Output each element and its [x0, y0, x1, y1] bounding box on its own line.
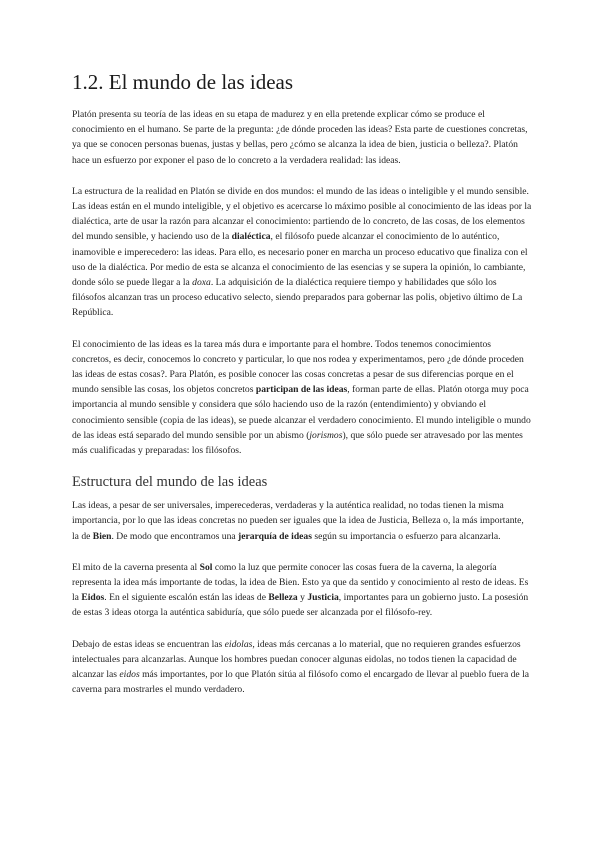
- section-title: 1.2. El mundo de las ideas: [72, 70, 294, 94]
- bold-term: Bien: [92, 530, 112, 542]
- bold-term: Belleza: [268, 592, 298, 604]
- paragraph-intro: Platón presenta su teoría de las ideas en su etapa de madurez y en ella pretende explicar cómo se produce el conocimiento en el humano. Se parte de la pregunta: ¿de dónde proceden las ideas? Esta parte de cuestiones concretas, ya que se conocen personas buenas, justas y bellas, pero ¿cómo se alcanza la idea de bien, justicia o belleza?. Platón hace un esfuerzo por exponer el paso de lo concreto a la verdadera realidad: las ideas.: [72, 109, 528, 166]
- bold-term: Justicia: [307, 592, 339, 604]
- italic-term: eidos: [119, 669, 140, 681]
- bold-term: jerarquía de ideas: [238, 530, 312, 542]
- bold-term: participan de las ideas: [255, 384, 348, 396]
- text-run: Las ideas, a pesar de ser universales, imperecederas, verdaderas y la auténtica realidad, no todas tienen la misma importancia, por lo que las ideas concretas no pueden ser iguales que la idea de Justicia, Belleza o, la más importante, la de: [72, 500, 524, 542]
- text-run: El conocimiento de las ideas es la tarea más dura e importante para el hombre. Todos tenemos conocimientos concretos, es decir, conocemos lo concreto y particular, lo que nos rodea y experimentamos, pero ¿de dónde proceden las ideas de estas cosas?. Para Platón, es posible conocer las cosas concretas a pesar de sus diferencias porque en el mundo sensible las cosas, los objetos concretos: [72, 338, 524, 396]
- text-run: , forman parte de ellas. Platón otorga muy poca importancia al mundo sensible y considera que sólo haciendo uso de la razón (entendimiento) y obviando el conocimiento sensible (copia de las ideas), se puede alcanzar el verdadero conocimiento. El mundo inteligible o mundo de las ideas está separado del mundo sensible por un abismo (: [72, 384, 531, 441]
- text-run: más importantes, por lo que Platón sitúa al filósofo como el encargado de llevar al pueblo fuera de la caverna para mostrarles el mundo verdadero.: [72, 669, 530, 696]
- document-page: [72, 70, 532, 714]
- paragraph-eidolas: [72, 637, 532, 698]
- subsection-title: Estructura del mundo de las ideas: [72, 474, 268, 491]
- bold-term: Sol: [199, 561, 213, 573]
- text-run: según su importancia o esfuerzo para alcanzarla.: [314, 530, 501, 542]
- text-run: . En el siguiente escalón están las ideas de: [104, 592, 266, 604]
- italic-term: doxa: [192, 277, 211, 289]
- text-run: como la luz que permite conocer las cosas fuera de la caverna, la alegoría representa la idea más importante de todas, la idea de Bien. Esto ya que da sentido y conocimiento al resto de ideas. Es la: [72, 561, 529, 604]
- text-run: La estructura de la realidad en Platón se divide en dos mundos: el mundo de las ideas o inteligible y el mundo sensible. Las ideas están en el mundo inteligible, y el objetivo es acercarse lo máximo posible al conocimiento de las ideas por la dialéctica, arte de usar la razón para alcanzar el conocimiento: partiendo de lo concreto, de las cosas, de los elementos del mundo sensible, y haciendo uso de la: [72, 185, 532, 243]
- paragraph-cave-myth: [72, 560, 532, 621]
- text-run: . De modo que encontramos una: [111, 530, 236, 542]
- bold-term: dialéctica: [231, 231, 271, 243]
- text-run: , ideas más cercanas a lo material, que no requieren grandes esfuerzos intelectuales para alcanzarlas. Aunque los hombres puedan conocer algunas eidolas, no todos tienen la capacidad de alcanzar las: [72, 638, 521, 681]
- text-run: El mito de la caverna presenta al: [72, 561, 198, 573]
- text-run: ), que sólo puede ser atravesado por las mentes más cualificadas y preparadas: los filósofos.: [72, 429, 523, 457]
- text-run: Debajo de estas ideas se encuentran las: [72, 638, 223, 650]
- paragraph-hierarchy: [72, 498, 532, 544]
- text-run: , el filósofo puede alcanzar el conocimiento de lo auténtico, inamovible e imperecedero: las ideas. Para ello, es necesario poner en marcha un proceso educativo que finaliza con el uso de la dialéctica. Por medio de esta se alcanza el conocimiento de las esencias y se supera la opinión, lo cambiante, donde sólo se puede llegar a la: [72, 231, 528, 289]
- paragraph-structure: [72, 184, 532, 321]
- text-run: . La adquisición de la dialéctica requiere tiempo y habilidades que sólo los filósofos alcanzan tras un proceso educativo selecto, siendo preparados para gobernar las polis, objetivo último de La República.: [72, 277, 523, 319]
- bold-term: Eidos: [81, 592, 105, 604]
- text-run: y: [300, 592, 305, 604]
- paragraph-knowledge: [72, 337, 532, 459]
- italic-term: jorismos: [309, 429, 343, 441]
- text-run: , importantes para un gobierno justo. La posesión de estas 3 ideas otorga la auténtica sabiduría, que sólo puede ser alcanzada por el filósofo-rey.: [72, 592, 529, 619]
- italic-term: eidolas: [224, 638, 253, 650]
